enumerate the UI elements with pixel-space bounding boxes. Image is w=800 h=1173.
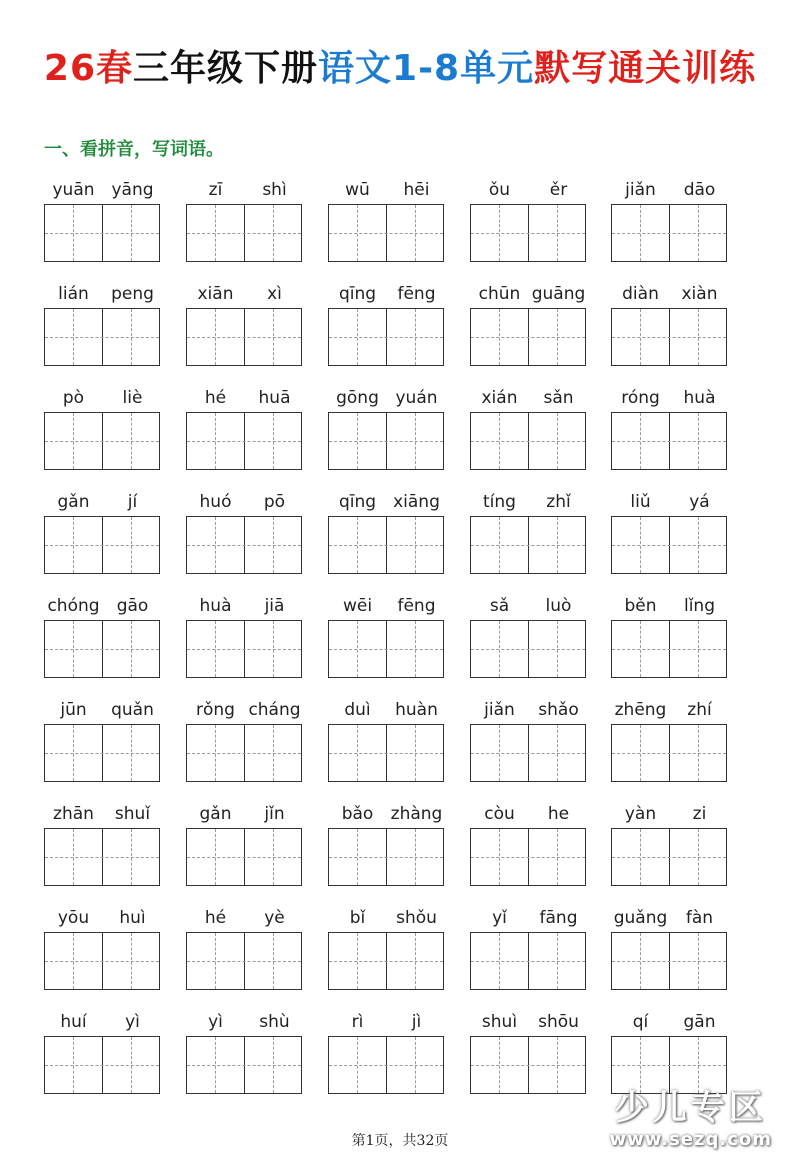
writing-boxes[interactable] [470, 1036, 586, 1094]
pinyin-syllable: qīng [338, 492, 377, 512]
pinyin-syllable: diàn [622, 284, 659, 304]
pinyin-syllable: sǎ [489, 596, 510, 616]
pinyin-syllable: zhí [687, 700, 712, 720]
writing-boxes[interactable] [186, 1036, 302, 1094]
pinyin-syllable: běn [624, 596, 657, 616]
pinyin-syllable: yá [689, 492, 710, 512]
pinyin-syllable: yàn [624, 804, 657, 824]
word-cell [328, 1012, 446, 1108]
pinyin-syllable: hé [204, 908, 227, 928]
pinyin-syllable: gǎn [57, 492, 90, 512]
writing-boxes[interactable] [44, 308, 160, 366]
pinyin-syllable: xiàn [681, 284, 718, 304]
pinyin-syllable: sǎn [543, 388, 574, 408]
pinyin-syllable: lǐng [683, 596, 715, 616]
word-cell [470, 180, 588, 276]
pinyin-syllable: fāng [539, 908, 578, 928]
word-cell [186, 180, 304, 276]
pinyin-syllable: pō [263, 492, 286, 512]
pinyin-syllable: quǎn [111, 700, 154, 720]
word-cell [470, 804, 588, 900]
pinyin-syllable: yǐ [492, 908, 507, 928]
writing-boxes[interactable] [611, 620, 727, 678]
word-cell [328, 908, 446, 1004]
pinyin-syllable: pò [62, 388, 85, 408]
word-cell [44, 596, 162, 692]
writing-boxes[interactable] [611, 516, 727, 574]
writing-boxes[interactable] [44, 516, 160, 574]
word-cell [328, 700, 446, 796]
writing-boxes[interactable] [328, 204, 444, 262]
writing-boxes[interactable] [44, 620, 160, 678]
writing-boxes[interactable] [470, 308, 586, 366]
pinyin-syllable: bǐ [349, 908, 366, 928]
pinyin-syllable: wēi [342, 596, 373, 616]
pinyin-syllable: rì [351, 1012, 364, 1032]
pinyin-syllable: tíng [483, 492, 516, 512]
pinyin-syllable: huí [60, 1012, 87, 1032]
word-cell [186, 804, 304, 900]
pinyin-syllable: còu [484, 804, 515, 824]
pinyin-syllable: yì [125, 1012, 140, 1032]
watermark-url: www.sezq.com [609, 1129, 772, 1150]
word-cell [470, 700, 588, 796]
word-cell [186, 700, 304, 796]
word-cell [328, 492, 446, 588]
word-cell [44, 180, 162, 276]
word-cell [611, 804, 729, 900]
pinyin-syllable: jiǎn [484, 700, 515, 720]
word-cell [470, 388, 588, 484]
pinyin-syllable: he [547, 804, 570, 824]
word-cell [44, 284, 162, 380]
word-cell [44, 492, 162, 588]
writing-boxes[interactable] [611, 412, 727, 470]
word-cell [470, 1012, 588, 1108]
word-cell [328, 284, 446, 380]
pinyin-syllable: ǒu [488, 180, 511, 200]
pinyin-syllable: cháng [248, 700, 301, 720]
pinyin-syllable: jiā [264, 596, 285, 616]
pinyin-syllable: duì [344, 700, 371, 720]
pinyin-syllable: huà [199, 596, 232, 616]
pinyin-syllable: hēi [403, 180, 430, 200]
word-cell [186, 284, 304, 380]
pinyin-syllable: lián [58, 284, 89, 304]
word-cell [44, 388, 162, 484]
writing-boxes[interactable] [611, 204, 727, 262]
word-cell [44, 700, 162, 796]
pinyin-syllable: shǒu [396, 908, 437, 928]
writing-boxes[interactable] [611, 724, 727, 782]
pinyin-syllable: huó [199, 492, 232, 512]
pinyin-syllable: chóng [47, 596, 100, 616]
pinyin-syllable: yāng [111, 180, 154, 200]
pinyin-syllable: liè [122, 388, 143, 408]
word-cell [470, 492, 588, 588]
pinyin-syllable: fàn [685, 908, 714, 928]
writing-boxes[interactable] [44, 932, 160, 990]
pinyin-syllable: xián [481, 388, 518, 408]
writing-boxes[interactable] [328, 412, 444, 470]
writing-boxes[interactable] [44, 204, 160, 262]
writing-boxes[interactable] [470, 828, 586, 886]
word-cell [328, 596, 446, 692]
writing-boxes[interactable] [328, 932, 444, 990]
watermark-logo [610, 1080, 773, 1150]
watermark-main: 少儿专区 [614, 1088, 767, 1128]
pinyin-syllable: gǎn [199, 804, 232, 824]
pinyin-syllable: yì [208, 1012, 223, 1032]
pinyin-syllable: zi [692, 804, 707, 824]
pinyin-syllable: zhàng [390, 804, 443, 824]
pinyin-syllable: shǎo [538, 700, 579, 720]
writing-boxes[interactable] [470, 204, 586, 262]
pinyin-syllable: yè [264, 908, 285, 928]
writing-boxes[interactable] [186, 308, 302, 366]
word-cell [611, 908, 729, 1004]
word-cell [470, 596, 588, 692]
pinyin-syllable: yuān [52, 180, 95, 200]
pinyin-syllable: huàn [395, 700, 438, 720]
word-cell [611, 492, 729, 588]
word-cell [186, 388, 304, 484]
pinyin-syllable: huì [119, 908, 146, 928]
pinyin-syllable: luò [545, 596, 572, 616]
writing-boxes[interactable] [44, 412, 160, 470]
writing-boxes[interactable] [186, 204, 302, 262]
pinyin-syllable: yuán [395, 388, 438, 408]
pinyin-syllable: bǎo [341, 804, 374, 824]
writing-boxes[interactable] [470, 932, 586, 990]
word-cell [611, 596, 729, 692]
writing-boxes[interactable] [328, 308, 444, 366]
word-cell [328, 180, 446, 276]
pinyin-syllable: ěr [549, 180, 568, 200]
pinyin-syllable: jiǎn [625, 180, 656, 200]
writing-boxes[interactable] [186, 932, 302, 990]
writing-boxes[interactable] [470, 724, 586, 782]
writing-boxes[interactable] [328, 828, 444, 886]
word-cell [328, 388, 446, 484]
pinyin-syllable: yōu [57, 908, 90, 928]
pinyin-syllable: shì [262, 180, 287, 200]
word-cell [611, 388, 729, 484]
word-cell [611, 180, 729, 276]
pinyin-syllable: chūn [478, 284, 521, 304]
word-cell [611, 700, 729, 796]
pinyin-syllable: liǔ [630, 492, 651, 512]
pinyin-syllable: guǎng [613, 908, 668, 928]
pinyin-syllable: rǒng [196, 700, 235, 720]
writing-boxes[interactable] [44, 724, 160, 782]
pinyin-syllable: wū [345, 180, 370, 200]
pinyin-syllable: xiān [197, 284, 234, 304]
writing-boxes[interactable] [611, 828, 727, 886]
writing-boxes[interactable] [44, 1036, 160, 1094]
pinyin-syllable: zhān [53, 804, 94, 824]
word-cell [611, 284, 729, 380]
word-cell [470, 908, 588, 1004]
writing-boxes[interactable] [470, 516, 586, 574]
pinyin-syllable: peng [111, 284, 154, 304]
pinyin-syllable: xiāng [393, 492, 440, 512]
writing-boxes[interactable] [186, 724, 302, 782]
pinyin-syllable: shōu [538, 1012, 579, 1032]
writing-boxes[interactable] [186, 516, 302, 574]
pinyin-syllable: xì [267, 284, 282, 304]
pinyin-syllable: shù [259, 1012, 290, 1032]
writing-boxes[interactable] [470, 620, 586, 678]
word-cell [44, 804, 162, 900]
title-part-3: 语文1-8单元 [318, 48, 535, 89]
pinyin-syllable: róng [621, 388, 660, 408]
word-cell [328, 804, 446, 900]
pinyin-syllable: jì [411, 1012, 422, 1032]
writing-boxes[interactable] [328, 516, 444, 574]
word-cell [186, 492, 304, 588]
pinyin-syllable: huà [683, 388, 716, 408]
writing-boxes[interactable] [328, 1036, 444, 1094]
pinyin-syllable: shuì [481, 1012, 518, 1032]
pinyin-syllable: zhēng [614, 700, 667, 720]
title-part-4: 默写通关训练 [534, 48, 757, 89]
writing-boxes[interactable] [186, 412, 302, 470]
pinyin-syllable: gān [683, 1012, 716, 1032]
pinyin-syllable: gāo [116, 596, 149, 616]
word-cell [470, 284, 588, 380]
pinyin-syllable: qí [632, 1012, 649, 1032]
pinyin-syllable: fēng [397, 596, 436, 616]
pinyin-syllable: dāo [683, 180, 716, 200]
page-title [0, 40, 800, 91]
pinyin-syllable: fēng [397, 284, 436, 304]
word-cell [186, 1012, 304, 1108]
pinyin-syllable: guāng [531, 284, 586, 304]
pinyin-syllable: zhǐ [546, 492, 571, 512]
writing-boxes[interactable] [186, 828, 302, 886]
title-part-2: 三年级下册 [133, 48, 319, 89]
pinyin-syllable: jūn [60, 700, 87, 720]
word-cell [186, 908, 304, 1004]
pinyin-syllable: jí [127, 492, 138, 512]
pinyin-syllable: shuǐ [114, 804, 151, 824]
page-number: 第1页，共32页 [351, 1133, 449, 1149]
pinyin-syllable: qīng [338, 284, 377, 304]
writing-boxes[interactable] [611, 308, 727, 366]
word-cell [44, 908, 162, 1004]
pinyin-syllable: zī [208, 180, 223, 200]
word-cell [44, 1012, 162, 1108]
writing-boxes[interactable] [44, 828, 160, 886]
writing-boxes[interactable] [328, 620, 444, 678]
pinyin-syllable: gōng [336, 388, 379, 408]
title-part-1: 26春 [43, 48, 134, 89]
writing-boxes[interactable] [611, 932, 727, 990]
pinyin-syllable: jǐn [264, 804, 285, 824]
pinyin-syllable: hé [204, 388, 227, 408]
writing-boxes[interactable] [186, 620, 302, 678]
pinyin-syllable: huā [258, 388, 291, 408]
word-cell [186, 596, 304, 692]
writing-boxes[interactable] [470, 412, 586, 470]
section-heading: 一、看拼音，写词语。 [44, 139, 224, 160]
writing-boxes[interactable] [328, 724, 444, 782]
